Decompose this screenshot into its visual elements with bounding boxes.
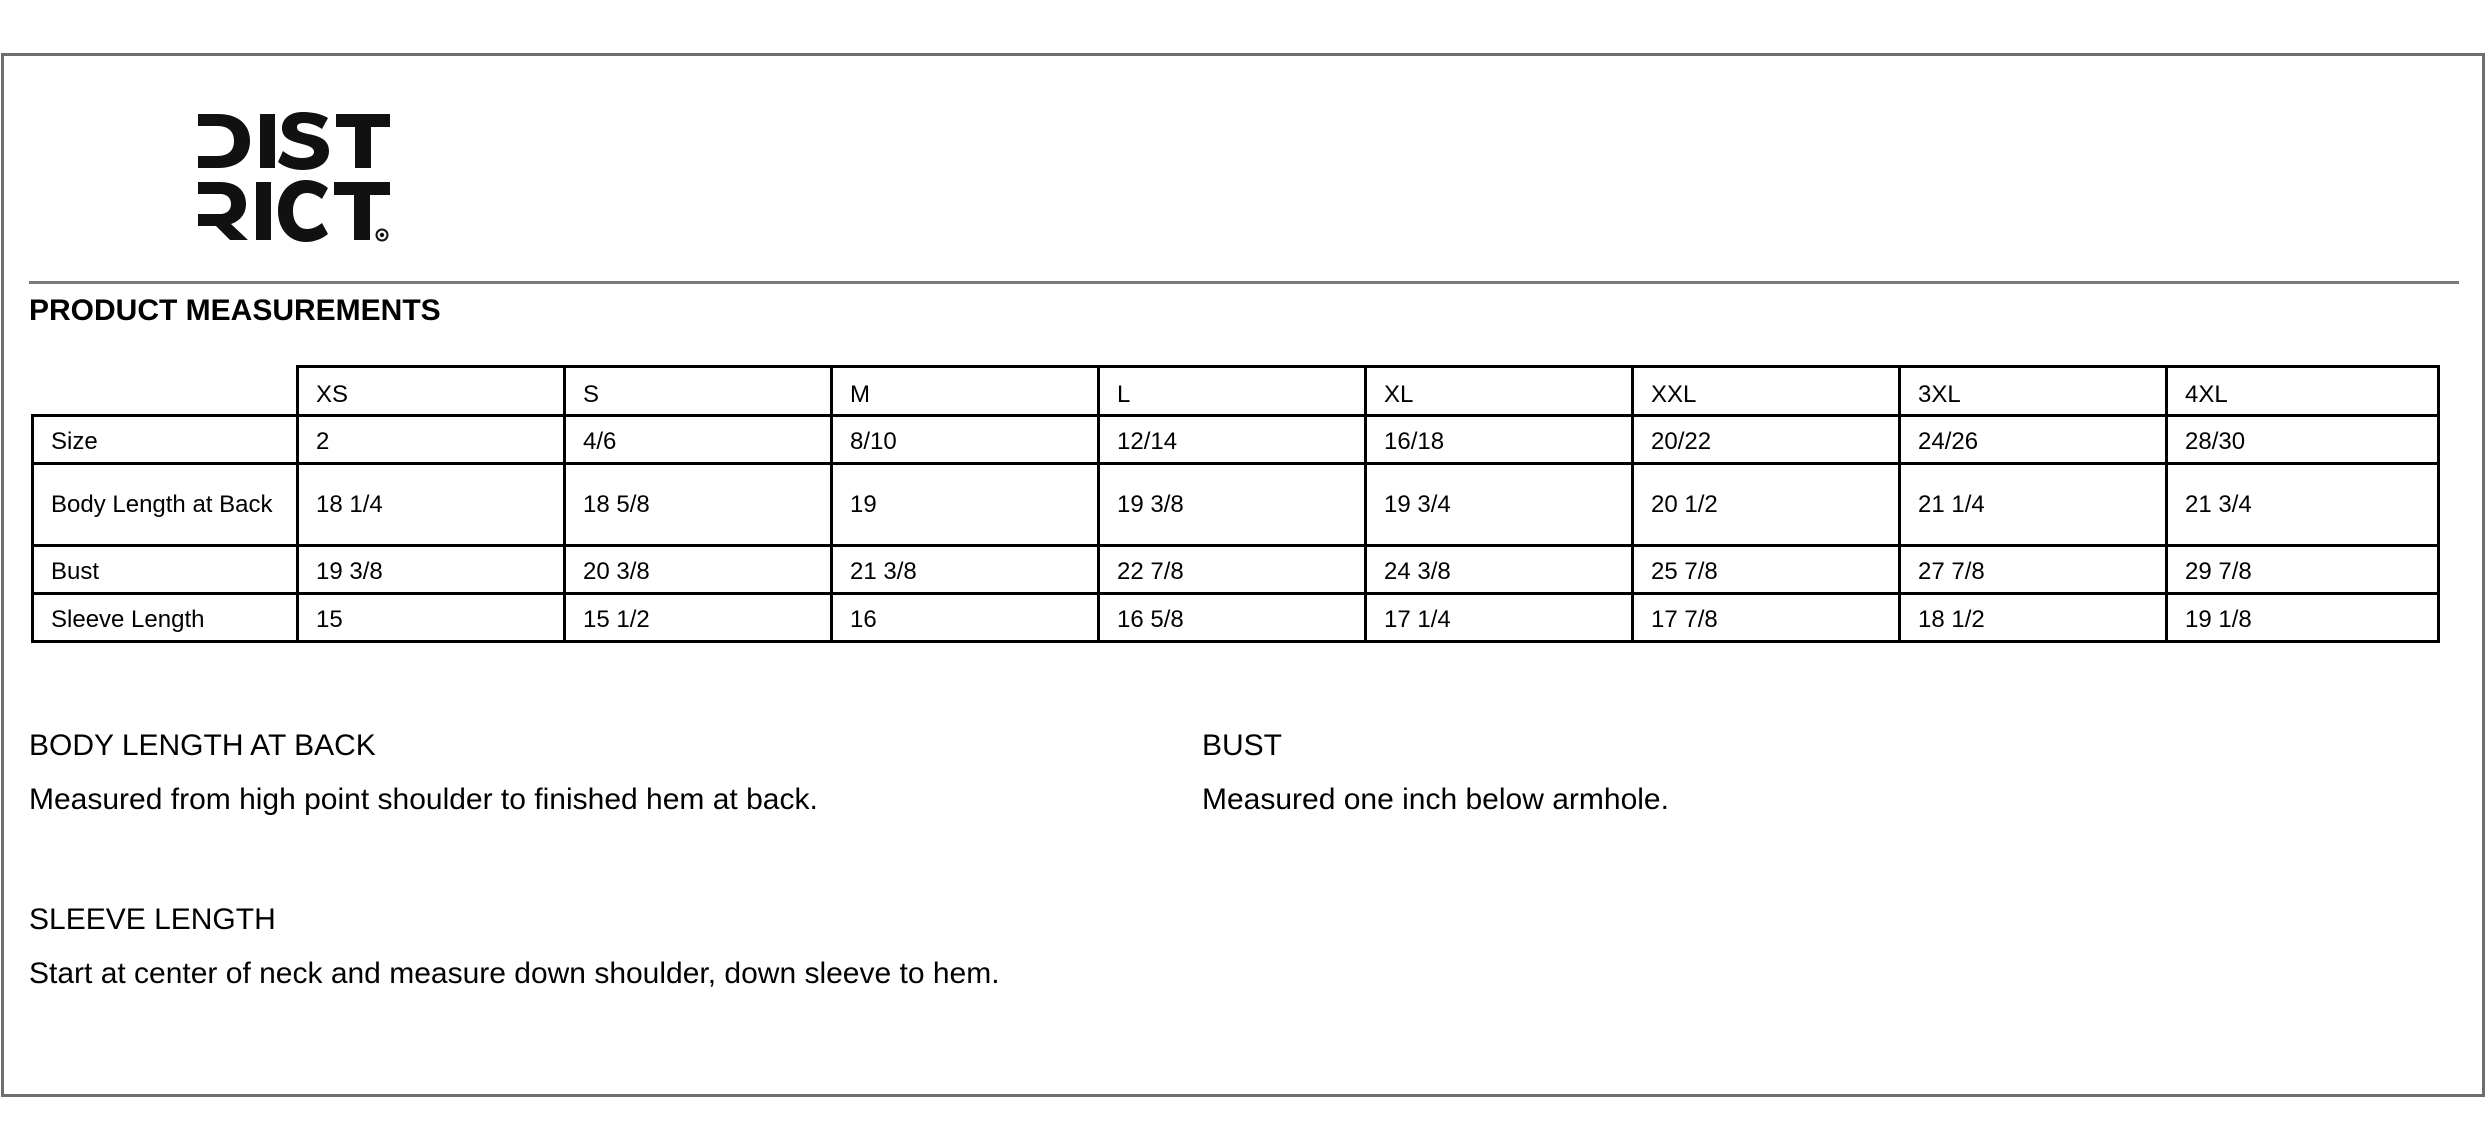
table-cell: 27 7/8 (1900, 546, 2167, 594)
table-cell: 15 (298, 594, 565, 642)
table-cell: 24/26 (1900, 416, 2167, 464)
table-cell: 17 7/8 (1633, 594, 1900, 642)
header-corner-cell (33, 367, 298, 416)
table-row (33, 416, 2439, 464)
body-length-heading: BODY LENGTH AT BACK (29, 729, 376, 762)
table-cell: 19 3/4 (1366, 464, 1633, 546)
table-cell: 17 1/4 (1366, 594, 1633, 642)
bust-heading: BUST (1202, 729, 1283, 762)
table-cell: 22 7/8 (1099, 546, 1366, 594)
table-cell: 29 7/8 (2167, 546, 2439, 594)
table-cell: 8/10 (832, 416, 1099, 464)
table-cell: 21 3/4 (2167, 464, 2439, 546)
table-cell: 19 3/8 (298, 546, 565, 594)
district-logo (196, 108, 410, 244)
table-cell: 20 3/8 (565, 546, 832, 594)
table-cell: 16 (832, 594, 1099, 642)
size-header-row (33, 367, 2439, 416)
section-title: PRODUCT MEASUREMENTS (29, 294, 441, 327)
row-label: Body Length at Back (33, 464, 298, 546)
table-row (33, 464, 2439, 546)
table-cell: 20 1/2 (1633, 464, 1900, 546)
sleeve-length-description: Start at center of neck and measure down shoulder, down sleeve to hem. (29, 957, 1000, 990)
table-cell: 28/30 (2167, 416, 2439, 464)
size-header-cell: M (832, 367, 1099, 416)
table-cell: 24 3/8 (1366, 546, 1633, 594)
size-header-cell: L (1099, 367, 1366, 416)
size-header-cell: S (565, 367, 832, 416)
sleeve-length-heading: SLEEVE LENGTH (29, 903, 276, 936)
row-label: Size (33, 416, 298, 464)
table-cell: 21 1/4 (1900, 464, 2167, 546)
table-row (33, 594, 2439, 642)
table-cell: 19 1/8 (2167, 594, 2439, 642)
bust-description: Measured one inch below armhole. (1202, 783, 1669, 816)
table-cell: 19 3/8 (1099, 464, 1366, 546)
table-row (33, 546, 2439, 594)
table-cell: 15 1/2 (565, 594, 832, 642)
table-cell: 25 7/8 (1633, 546, 1900, 594)
size-header-cell: 3XL (1900, 367, 2167, 416)
table-cell: 12/14 (1099, 416, 1366, 464)
header-divider (29, 281, 2459, 284)
size-header-cell: XL (1366, 367, 1633, 416)
table-cell: 21 3/8 (832, 546, 1099, 594)
table-cell: 18 1/4 (298, 464, 565, 546)
measurements-table (31, 365, 2440, 643)
body-length-description: Measured from high point shoulder to finished hem at back. (29, 783, 818, 816)
table-cell: 4/6 (565, 416, 832, 464)
table-cell: 16 5/8 (1099, 594, 1366, 642)
size-header-cell: XXL (1633, 367, 1900, 416)
row-label: Bust (33, 546, 298, 594)
table-cell: 18 1/2 (1900, 594, 2167, 642)
table-cell: 16/18 (1366, 416, 1633, 464)
table-cell: 2 (298, 416, 565, 464)
table-cell: 20/22 (1633, 416, 1900, 464)
table-cell: 19 (832, 464, 1099, 546)
size-header-cell: 4XL (2167, 367, 2439, 416)
table-cell: 18 5/8 (565, 464, 832, 546)
size-header-cell: XS (298, 367, 565, 416)
row-label: Sleeve Length (33, 594, 298, 642)
